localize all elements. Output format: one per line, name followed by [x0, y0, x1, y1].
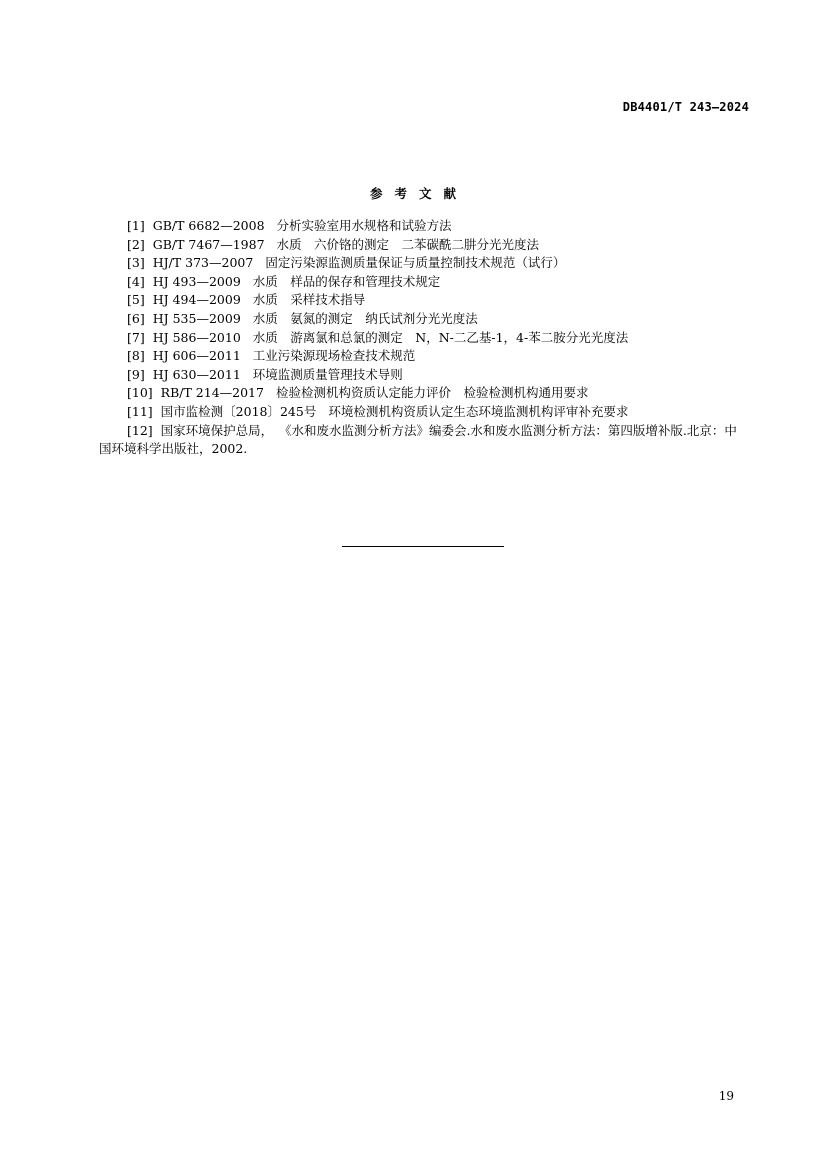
reference-item — [99, 384, 749, 403]
reference-code: HJ 586—2010 — [152, 329, 241, 345]
reference-number: [1] — [127, 218, 145, 233]
reference-number: [4] — [127, 273, 145, 289]
reference-item — [99, 347, 749, 366]
standard-code: DB4401/T 243—2024 — [622, 100, 749, 114]
reference-title: 水质 氨氮的测定 纳氏试剂分光光度法 — [252, 310, 478, 326]
reference-number: [3] — [127, 255, 145, 271]
reference-number: [10] — [127, 385, 153, 401]
reference-title: 固定污染源监测质量保证与质量控制技术规范（试行） — [265, 255, 566, 271]
reference-number: [2] — [127, 236, 145, 252]
reference-code: HJ 630—2011 — [152, 366, 241, 382]
reference-code: HJ 606—2011 — [152, 348, 241, 364]
reference-title: 水质 采样技术指导 — [252, 292, 366, 308]
reference-code: RB/T 214—2017 — [160, 385, 264, 401]
end-divider — [342, 546, 504, 547]
reference-code: HJ 493—2009 — [152, 273, 241, 289]
reference-code: GB/T 7467—1987 — [152, 236, 265, 252]
reference-item — [99, 273, 749, 292]
reference-code: 国市监检测〔2018〕245号 — [160, 403, 317, 419]
reference-code: 国家环境保护总局， — [160, 422, 274, 438]
reference-number: [12] — [127, 422, 153, 438]
reference-title: 《水和废水监测分析方法》编委会.水和废水监测分析方法：第四版增补版.北京：中国环境科学出版社，2002. — [99, 422, 737, 457]
section-title: 参考文献 — [369, 186, 468, 201]
reference-item — [99, 329, 749, 348]
reference-number: [5] — [127, 292, 145, 308]
reference-title: 检验检测机构资质认定能力评价 检验检测机构通用要求 — [275, 385, 589, 401]
reference-number: [8] — [127, 348, 145, 364]
reference-number: [11] — [127, 403, 153, 419]
reference-number: [6] — [127, 310, 145, 326]
reference-list — [99, 217, 749, 459]
reference-title: 环境监测质量管理技术导则 — [252, 366, 403, 382]
reference-code: HJ 535—2009 — [152, 310, 241, 326]
reference-code: HJ 494—2009 — [152, 292, 241, 308]
reference-title: 环境检测机构资质认定生态环境监测机构评审补充要求 — [328, 403, 629, 419]
reference-code: HJ/T 373—2007 — [152, 255, 254, 271]
reference-item — [99, 254, 749, 273]
reference-item — [99, 366, 749, 385]
reference-title: 水质 六价铬的测定 二苯碳酰二肼分光光度法 — [276, 236, 540, 252]
page-number: 19 — [718, 1089, 734, 1103]
reference-number: [9] — [127, 366, 145, 382]
reference-item — [99, 422, 749, 459]
reference-title: 工业污染源现场检查技术规范 — [252, 348, 416, 364]
reference-code: GB/T 6682—2008 — [152, 218, 265, 233]
reference-title: 水质 样品的保存和管理技术规定 — [252, 273, 441, 289]
reference-item — [99, 236, 749, 255]
reference-title: 水质 游离氯和总氯的测定 N，N-二乙基-1，4-苯二胺分光光度法 — [252, 329, 629, 345]
reference-title: 分析实验室用水规格和试验方法 — [276, 218, 452, 233]
reference-number: [7] — [127, 329, 145, 345]
reference-item — [99, 217, 749, 236]
reference-item — [99, 310, 749, 329]
reference-item — [99, 403, 749, 422]
reference-item — [99, 291, 749, 310]
